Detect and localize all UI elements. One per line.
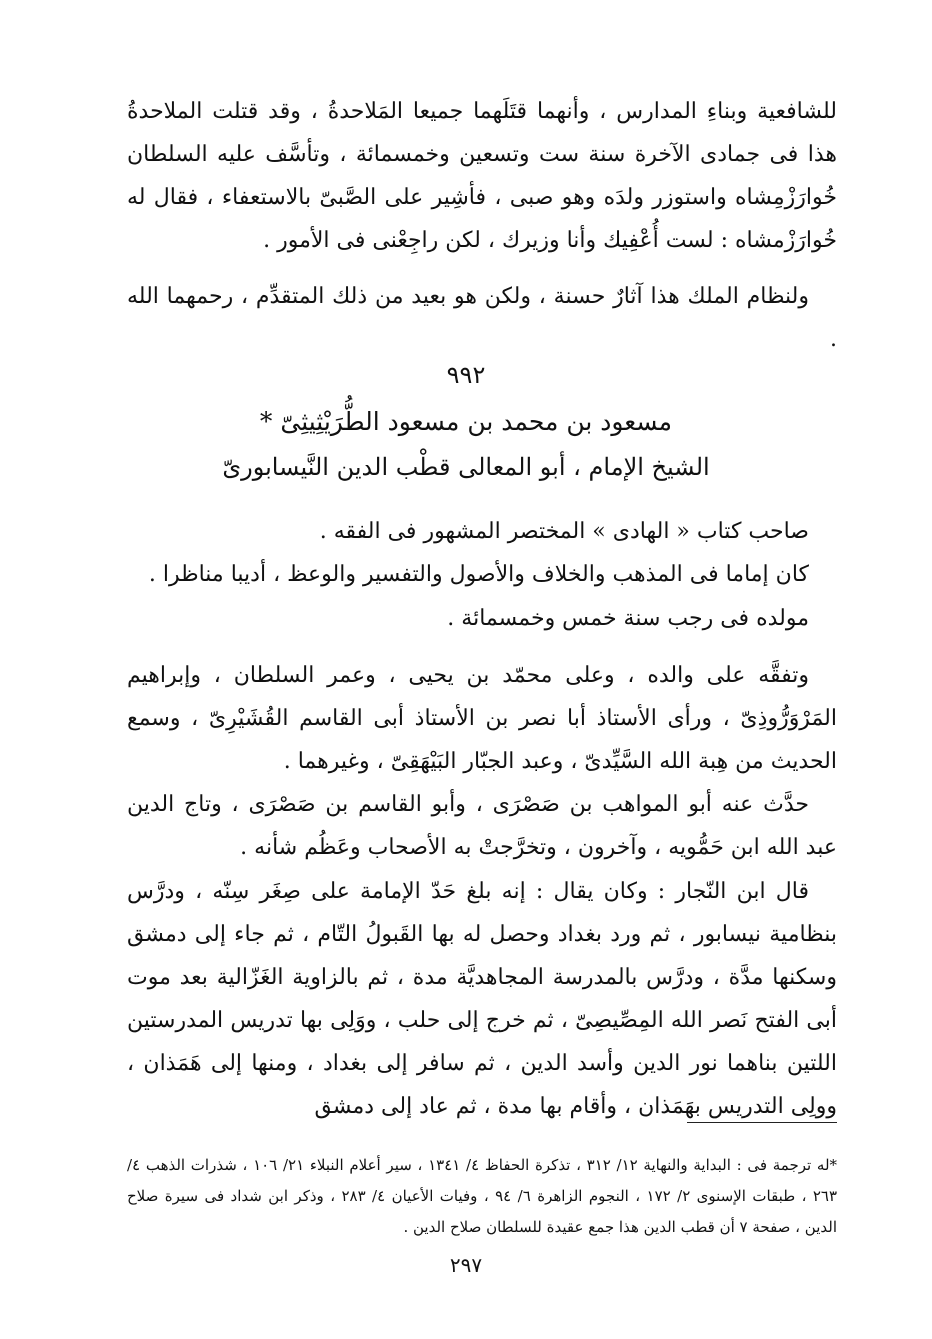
entry-paragraph: حدَّث عنه أبو المواهب بن صَصْرَى ، وأبو القاسم بن صَصْرَى ، وتاج الدين عبد الله ابن حَمُّويه ، وآخرون ، وتخرَّجتْ به الأصحاب وعَظُم شأنه . [127,792,837,860]
page-number: ٢٩٧ [449,1253,483,1277]
continuation-paragraph: للشافعية وبناءِ المدارس ، وأنهما قتَلَهما جميعا المَلاحدةُ ، وقد قتلت الملاحدةُ هذا فى جمادى الآخرة سنة ست وتسعين وخمسمائة ، وتأسَّف عليه السلطان خُوارَزْمِشاه واستوزر ولدَه وهو صبى ، فأشِير على الصَّبىّ بالاستعفاء ، فقال له خُوارَزْمشاه : لست أُعْفِيك وأنا وزيرك ، لكن راجِعْنى فى الأمور . [127,99,837,253]
entry-title-heading: الشيخ الإمام ، أبو المعالى قطْب الدين النَّيسابورىّ [222,453,710,481]
footnote-divider [687,1122,837,1123]
entry-paragraph: مولده فى رجب سنة خمس وخمسمائة . [447,606,809,631]
footnote: *له ترجمة فى : البداية والنهاية ١٢/ ٣١٢ ، تذكرة الحفاظ ٤/ ١٣٤١ ، سير أعلام النبلاء ٢١/ ١٠٦ ، شذرات الذهب ٤/ ٢٦٣ ، طبقات الإسنوى ٢/ ١٧٢ ، النجوم الزاهرة ٦/ ٩٤ ، وفيات الأعيان ٤/ ٢٨٣ ، وذكر ابن شداد فى سيرة صلاح الدين ، صفحة ٧ أن قطب الدين هذا جمع عقيدة للسلطان صلاح الدين . [127,1156,838,1236]
entry-paragraph: كان إماما فى المذهب والخلاف والأصول والتفسير والوعظ ، أديبا مناظرا . [148,562,809,587]
entry-paragraph: قال ابن النّجار : وكان يقال : إنه بلغ حَدّ الإمامة على صِغَر سِنّه ، ودرَّس بنظامية نيسابور ، ثم ورد بغداد وحصل له بها القَبولُ التّام ، ثم جاء إلى دمشق وسكنها مدَّة ، ودرَّس بالمدرسة المجاهديَّة مدة ، ثم بالزاوية الغَزّالية بعد موت أبى الفتح نَصر الله المِصِّيصِىّ ، ثم خرج إلى حلب ، ووَلِى بها تدريس المدرستين اللتين بناهما نور الدين وأسد الدين ، ثم سافر إلى بغداد ، ومنها إلى هَمَذان ، وولِى التدريس بهَمَذان ، وأقام بها مدة ، ثم عاد إلى دمشق [127,879,837,1119]
closing-paragraph: ولنظام الملك هذا آثارٌ حسنة ، ولكن هو بعيد من ذلك المتقدِّم ، رحمهما الله . [127,284,837,352]
entry-paragraph: صاحب كتاب « الهادى » المختصر المشهور فى الفقه . [319,519,809,544]
entry-number: ٩٩٢ [446,361,486,389]
entry-name-heading: مسعود بن محمد بن مسعود الطُّرَيْثِيثِىّ * [259,407,673,436]
entry-paragraph: وتفقَّه على والده ، وعلى محمّد بن يحيى ، وعمر السلطان ، وإبراهيم المَرْوَرُّوذِىّ ، ورأى الأستاذ أبا نصر بن الأستاذ أبى القاسم القُشَيْرِىّ ، وسمع الحديث من هِبة الله السَّيِّدىّ ، وعبد الجبّار البَيْهَقِىّ ، وغيرهما . [127,663,837,774]
